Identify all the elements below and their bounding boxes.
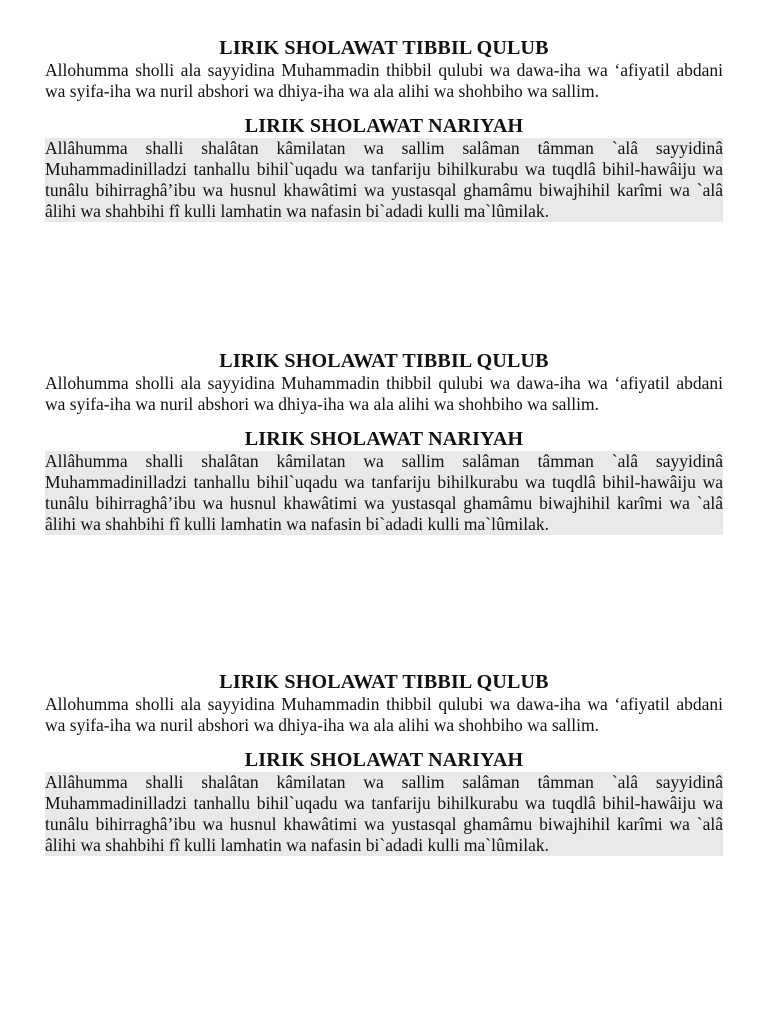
tibbil-qulub-lyrics: Allohumma sholli ala sayyidina Muhammadin thibbil qulubi wa dawa-iha wa ‘afiyatil abdani wa syifa-iha wa nuril abshori wa dhiya-iha wa ala alihi wa shohbiho wa sallim. xyxy=(45,694,723,735)
lyrics-section-2 xyxy=(45,349,723,535)
tibbil-qulub-title: LIRIK SHOLAWAT TIBBIL QULUB xyxy=(219,671,549,693)
nariyah-title: LIRIK SHOLAWAT NARIYAH xyxy=(244,115,524,137)
nariyah-lyrics: Allâhumma shalli shalâtan kâmilatan wa sallim salâman tâmman `alâ sayyidinâ Muhammadinilladzi tanhallu bihil`uqadu wa tanfariju bihilkurabu wa tuqdlâ bihil-hawâiju wa tunâlu bihirraghâ’ibu wa husnul khawâtimi wa yustasqal ghamâmu biwajhihil karîmi wa `alâ âlihi wa shahbihi fî kulli lamhatin wa nafasin bi`adadi kulli ma`lûmilak. xyxy=(45,138,723,221)
tibbil-qulub-title: LIRIK SHOLAWAT TIBBIL QULUB xyxy=(219,350,549,372)
lyrics-section-3 xyxy=(45,670,723,856)
nariyah-title: LIRIK SHOLAWAT NARIYAH xyxy=(244,749,524,771)
tibbil-qulub-title: LIRIK SHOLAWAT TIBBIL QULUB xyxy=(219,37,549,59)
tibbil-qulub-lyrics: Allohumma sholli ala sayyidina Muhammadin thibbil qulubi wa dawa-iha wa ‘afiyatil abdani wa syifa-iha wa nuril abshori wa dhiya-iha wa ala alihi wa shohbiho wa sallim. xyxy=(45,60,723,101)
nariyah-title: LIRIK SHOLAWAT NARIYAH xyxy=(244,428,524,450)
nariyah-lyrics: Allâhumma shalli shalâtan kâmilatan wa sallim salâman tâmman `alâ sayyidinâ Muhammadinilladzi tanhallu bihil`uqadu wa tanfariju bihilkurabu wa tuqdlâ bihil-hawâiju wa tunâlu bihirraghâ’ibu wa husnul khawâtimi wa yustasqal ghamâmu biwajhihil karîmi wa `alâ âlihi wa shahbihi fî kulli lamhatin wa nafasin bi`adadi kulli ma`lûmilak. xyxy=(45,451,723,534)
tibbil-qulub-lyrics: Allohumma sholli ala sayyidina Muhammadin thibbil qulubi wa dawa-iha wa ‘afiyatil abdani wa syifa-iha wa nuril abshori wa dhiya-iha wa ala alihi wa shohbiho wa sallim. xyxy=(45,373,723,414)
nariyah-lyrics: Allâhumma shalli shalâtan kâmilatan wa sallim salâman tâmman `alâ sayyidinâ Muhammadinilladzi tanhallu bihil`uqadu wa tanfariju bihilkurabu wa tuqdlâ bihil-hawâiju wa tunâlu bihirraghâ’ibu wa husnul khawâtimi wa yustasqal ghamâmu biwajhihil karîmi wa `alâ âlihi wa shahbihi fî kulli lamhatin wa nafasin bi`adadi kulli ma`lûmilak. xyxy=(45,772,723,855)
lyrics-section-1 xyxy=(45,36,723,222)
